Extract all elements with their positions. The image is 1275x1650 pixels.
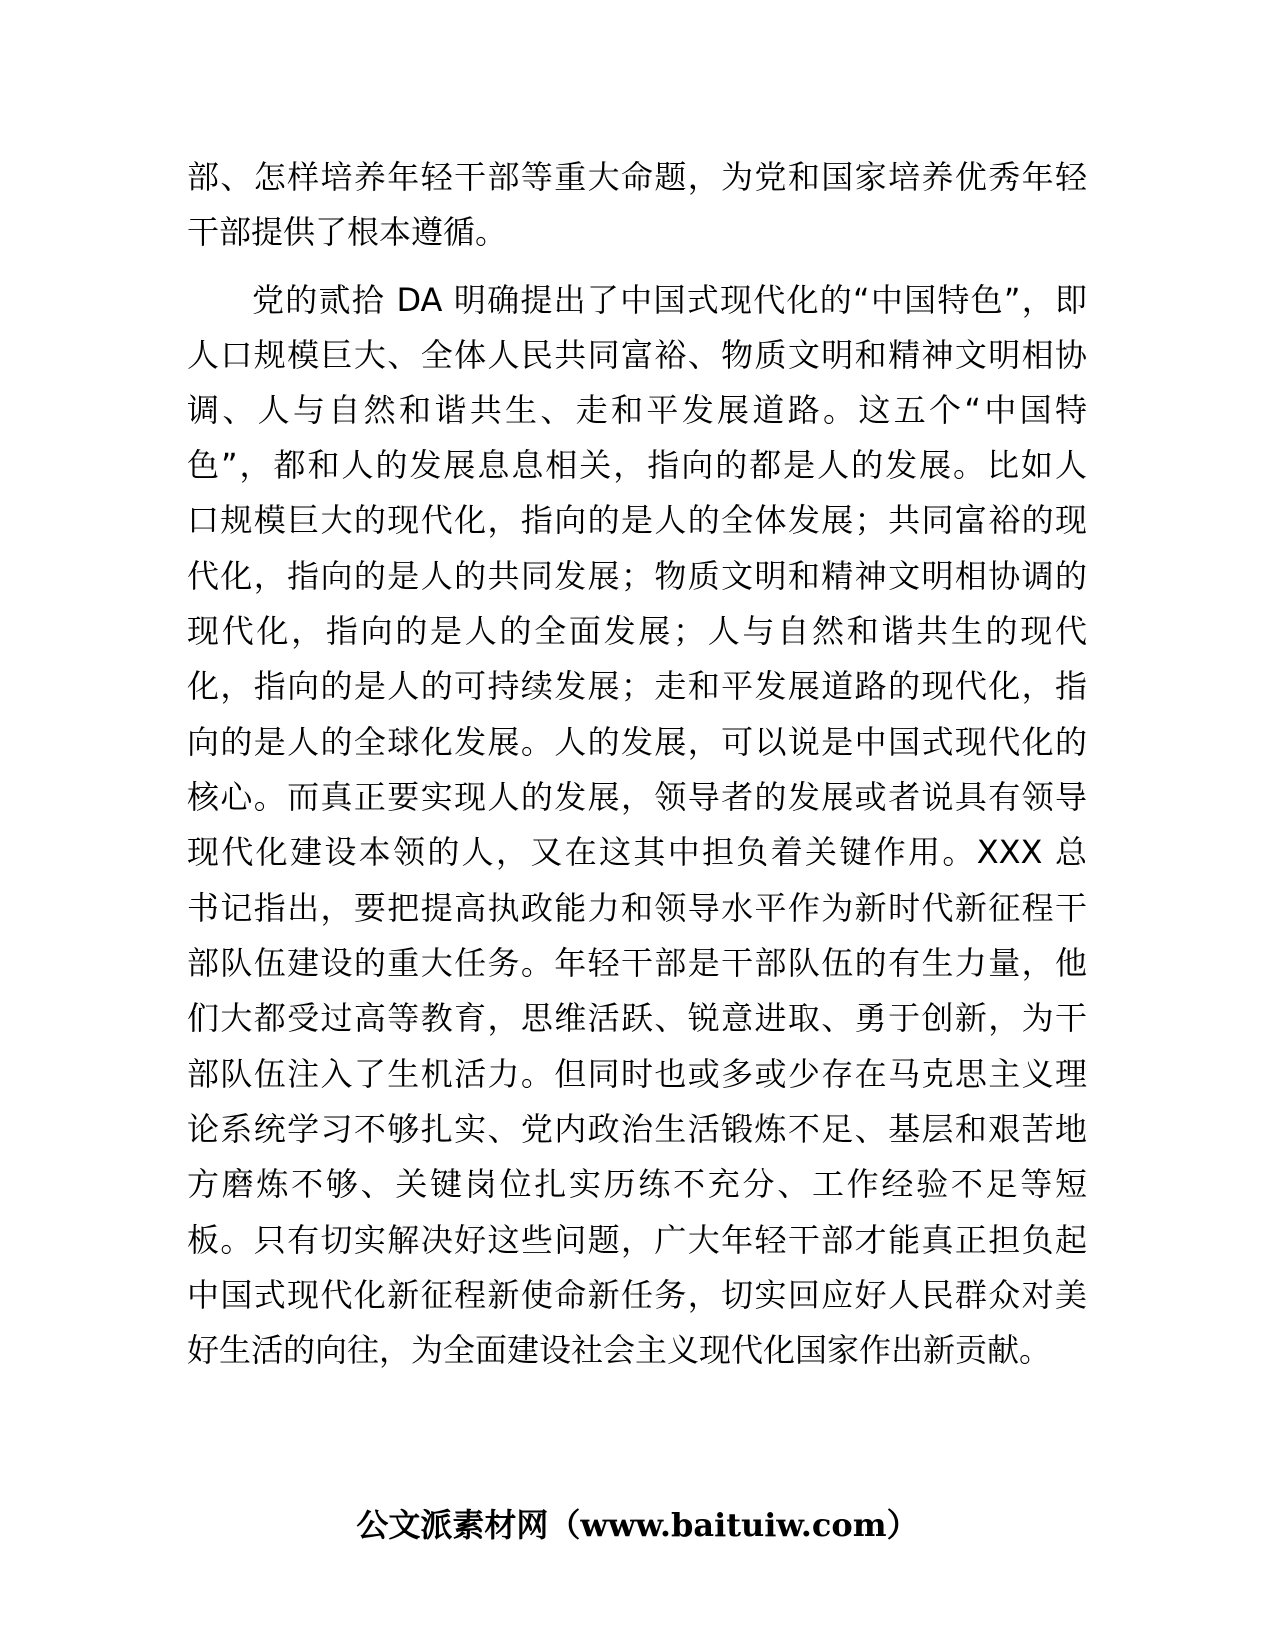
text-line: 调、人与自然和谐共生、走和平发展道路。这五个“中国特	[187, 391, 1087, 429]
footer-source: 公文派素材网（www.baituiw.com）	[356, 1506, 919, 1544]
text-line: 们大都受过高等教育，思维活跃、锐意进取、勇于创新，为干	[187, 999, 1087, 1037]
text-line: 现代化，指向的是人的全面发展；人与自然和谐共生的现代	[187, 612, 1087, 650]
text-line: 色”，都和人的发展息息相关，指向的都是人的发展。比如人	[187, 446, 1087, 484]
text-line: 方磨炼不够、关键岗位扎实历练不充分、工作经验不足等短	[187, 1165, 1087, 1203]
text-line: 论系统学习不够扎实、党内政治生活锻炼不足、基层和艰苦地	[187, 1110, 1087, 1148]
text-line: 好生活的向往，为全面建设社会主义现代化国家作出新贡献。	[187, 1331, 1052, 1369]
text-line: 代化，指向的是人的共同发展；物质文明和精神文明相协调的	[187, 557, 1087, 595]
text-line: 现代化建设本领的人，又在这其中担负着关键作用。XXX 总	[187, 833, 1087, 871]
text-line: 干部提供了根本遵循。	[187, 213, 508, 251]
text-line: 口规模巨大的现代化，指向的是人的全体发展；共同富裕的现	[187, 501, 1087, 539]
text-line: 人口规模巨大、全体人民共同富裕、物质文明和精神文明相协	[187, 336, 1087, 374]
text-line: 中国式现代化新征程新使命新任务，切实回应好人民群众对美	[187, 1276, 1087, 1314]
text-line: 书记指出，要把提高执政能力和领导水平作为新时代新征程干	[187, 889, 1087, 927]
text-line: 核心。而真正要实现人的发展，领导者的发展或者说具有领导	[187, 778, 1087, 816]
text-line: 部队伍建设的重大任务。年轻干部是干部队伍的有生力量，他	[187, 944, 1087, 982]
text-line: 板。只有切实解决好这些问题，广大年轻干部才能真正担负起	[187, 1221, 1087, 1259]
text-line: 党的贰拾 DA 明确提出了中国式现代化的“中国特色”，即	[252, 281, 1087, 319]
text-line: 向的是人的全球化发展。人的发展，可以说是中国式现代化的	[187, 723, 1087, 761]
text-line: 化，指向的是人的可持续发展；走和平发展道路的现代化，指	[187, 667, 1087, 705]
text-line: 部、怎样培养年轻干部等重大命题，为党和国家培养优秀年轻	[187, 158, 1087, 196]
text-line: 部队伍注入了生机活力。但同时也或多或少存在马克思主义理	[187, 1055, 1087, 1093]
